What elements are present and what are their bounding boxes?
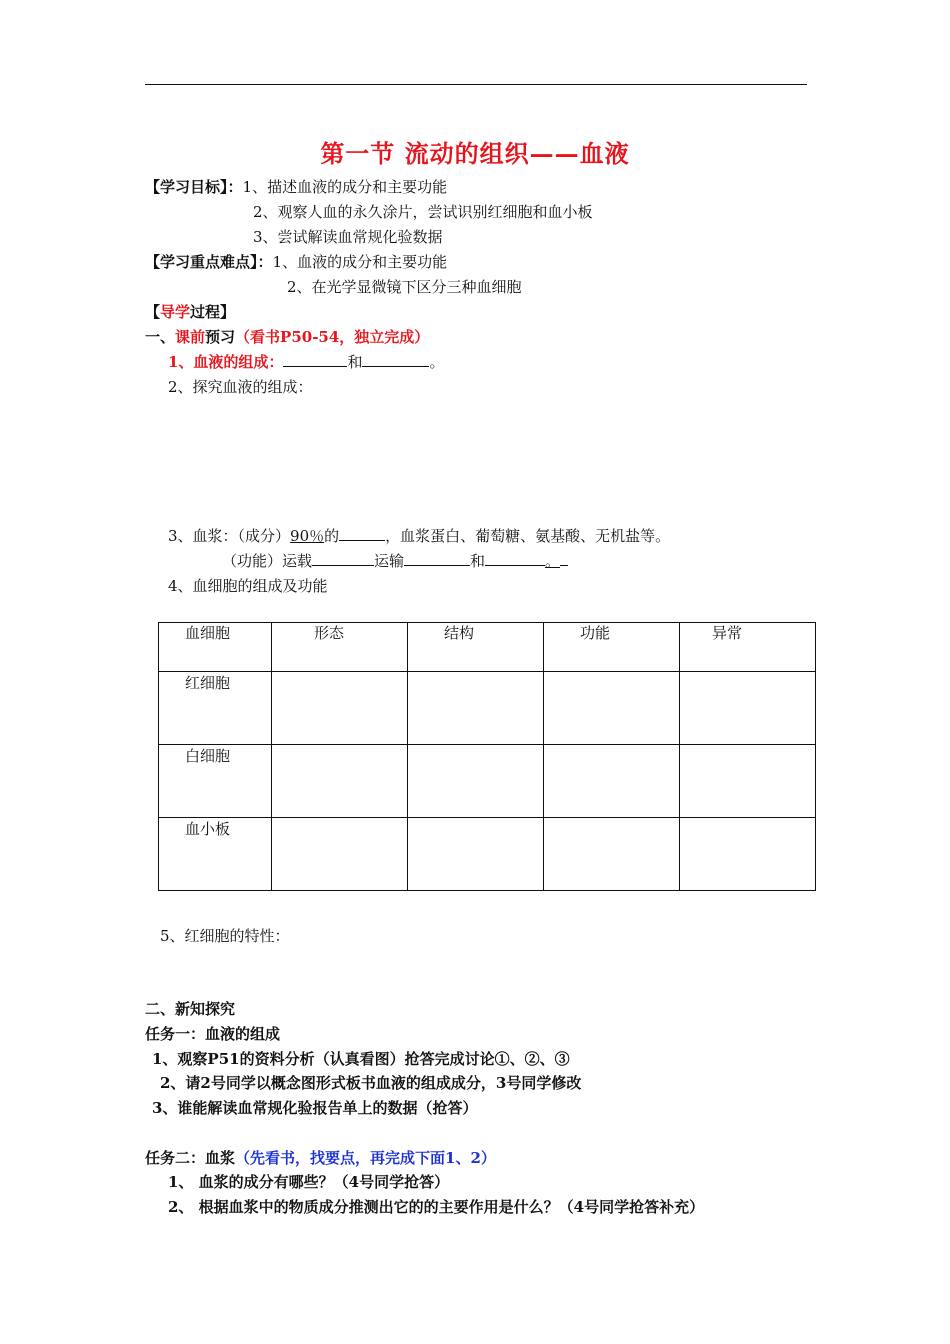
goal-item: 2、观察人血的永久涂片，尝试识别红细胞和血小板 (253, 203, 593, 221)
table-header-cell: 形态 (272, 623, 408, 672)
question-4: 4、血细胞的组成及功能 (168, 577, 328, 595)
table-row (159, 745, 816, 818)
question-5: 5、红细胞的特性： (160, 927, 290, 945)
answer-cell[interactable] (680, 745, 816, 818)
answer-blank[interactable] (362, 352, 429, 367)
answer-cell[interactable] (272, 818, 408, 891)
key-points-label: 【学习重点难点】 (145, 253, 258, 271)
table-row (159, 672, 816, 745)
key-point-item: 2、在光学显微镜下区分三种血细胞 (287, 278, 522, 296)
section2-heading: 二、新知探究 (145, 1000, 236, 1018)
guided-process-label: 【导学过程】 (145, 303, 236, 321)
answer-cell[interactable] (408, 745, 544, 818)
task-1-heading: 任务一：血液的组成 (145, 1025, 281, 1043)
answer-blank[interactable] (283, 352, 347, 367)
row-label-cell: 白细胞 (159, 745, 272, 818)
answer-cell[interactable] (544, 818, 680, 891)
table-header-cell: 功能 (544, 623, 680, 672)
task-2-heading: 任务二：血浆（先看书，找要点，再完成下面1、2） (145, 1149, 496, 1167)
section1-heading: 一、课前预习（看书P50-54，独立完成） (145, 328, 430, 346)
answer-blank[interactable] (312, 551, 374, 566)
row-label-cell: 红细胞 (159, 672, 272, 745)
answer-cell[interactable] (544, 745, 680, 818)
table-header-cell: 血细胞 (159, 623, 272, 672)
answer-blank[interactable] (404, 551, 470, 566)
learning-goals-line (145, 177, 447, 197)
answer-cell[interactable] (272, 745, 408, 818)
task-1-item: 1、观察P51的资料分析（认真看图）抢答完成讨论①、②、③ (152, 1050, 570, 1068)
learning-goals-label: 【学习目标】 (145, 178, 228, 196)
goal-item: 1、描述血液的成分和主要功能 (242, 178, 448, 196)
answer-cell[interactable] (408, 818, 544, 891)
row-label-cell: 血小板 (159, 818, 272, 891)
key-points-line (145, 252, 447, 272)
key-points-colon: ： (257, 253, 273, 271)
answer-cell[interactable] (680, 818, 816, 891)
answer-blank[interactable] (339, 526, 385, 541)
key-point-item: 1、血液的成分和主要功能 (272, 253, 448, 271)
task-1-item: 3、谁能解读血常规化验报告单上的数据（抢答） (152, 1099, 478, 1117)
answer-cell[interactable] (272, 672, 408, 745)
task-1-item: 2、请2号同学以概念图形式板书血液的组成成分，3号同学修改 (160, 1074, 582, 1092)
page-title: 第一节 流动的组织——血液 (320, 139, 630, 168)
task-2-item: 2、 根据血浆中的物质成分推测出它的的主要作用是什么？（4号同学抢答补充） (168, 1198, 705, 1216)
question-2: 2、探究血液的组成： (168, 378, 313, 396)
answer-cell[interactable] (544, 672, 680, 745)
task-2-item: 1、 血浆的成分有哪些？（4号同学抢答） (168, 1173, 450, 1191)
learning-goals-colon: ： (227, 178, 243, 196)
table-header-cell: 结构 (408, 623, 544, 672)
question-3: 3、血浆：（成分）90％的 ，血浆蛋白、葡萄糖、氨基酸、无机盐等。 (168, 527, 671, 545)
question-1: 1、血液的组成： 和 。 (168, 353, 445, 371)
header-rule (145, 84, 807, 85)
table-header-cell: 异常 (680, 623, 816, 672)
table-header-row (159, 623, 816, 672)
question-3-function: （功能）运载 运输 和 。 (222, 551, 568, 571)
goal-item: 3、尝试解读血常规化验数据 (253, 228, 443, 246)
table-row (159, 818, 816, 891)
blood-cell-table (158, 622, 816, 891)
answer-cell[interactable] (408, 672, 544, 745)
answer-cell[interactable] (680, 672, 816, 745)
answer-blank[interactable] (485, 551, 545, 566)
